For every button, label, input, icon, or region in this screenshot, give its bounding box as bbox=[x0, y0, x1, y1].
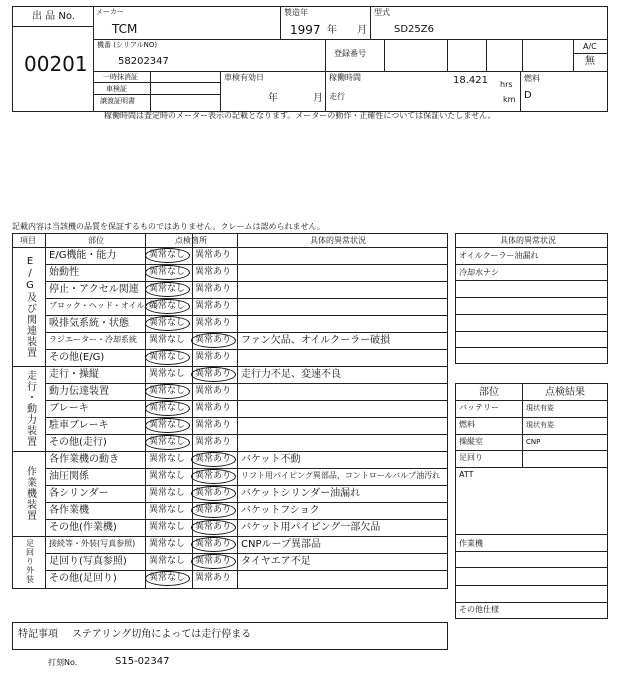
row-part: 接続等・外装(写真参照) bbox=[49, 539, 136, 548]
stamp-value: S15-02347 bbox=[115, 656, 170, 667]
inspection-label: 車検有効日 bbox=[224, 73, 264, 82]
group-label: 作業機装置 bbox=[24, 466, 36, 521]
check-normal: 異常なし bbox=[149, 369, 186, 379]
check-normal: 異常なし bbox=[149, 250, 186, 260]
year-unit: 年 bbox=[327, 25, 337, 36]
check-normal: 異常なし bbox=[149, 437, 186, 447]
row-detail: CNPループ異部品 bbox=[241, 539, 321, 550]
right-detail-line: 冷却水ナシ bbox=[459, 267, 499, 277]
right-col-part: 部位 bbox=[479, 387, 499, 398]
row-part: 吸排気系統・状態 bbox=[49, 318, 129, 329]
stamp-label: 打刻No. bbox=[48, 658, 78, 667]
check-circle bbox=[145, 435, 190, 450]
check-normal: 異常なし bbox=[149, 352, 186, 362]
check-normal: 異常なし bbox=[149, 403, 186, 413]
check-abnormal: 異常あり bbox=[195, 471, 232, 481]
serial-label: 機番 (シリアルNO) bbox=[97, 41, 158, 49]
result-value: 現状有姿 bbox=[526, 421, 554, 429]
check-normal: 異常なし bbox=[149, 318, 186, 328]
row-part: 油圧関係 bbox=[49, 471, 89, 482]
month-unit: 月 bbox=[357, 25, 367, 36]
row-part: E/G機能・能力 bbox=[49, 250, 117, 261]
check-abnormal: 異常あり bbox=[195, 267, 232, 277]
check-abnormal: 異常あり bbox=[195, 488, 232, 498]
maker-value: TCM bbox=[112, 22, 138, 36]
result-value: CNP bbox=[526, 438, 541, 446]
check-normal: 異常なし bbox=[149, 335, 186, 345]
lot-no: 00201 bbox=[24, 52, 88, 76]
vehicle-cert-label: 車検証 bbox=[106, 85, 127, 93]
check-abnormal: 異常あり bbox=[195, 335, 232, 345]
row-part: その他(足回り) bbox=[49, 573, 117, 584]
row-detail: タイヤエア不足 bbox=[241, 556, 311, 567]
right-detail-line: オイルクーラー油漏れ bbox=[459, 251, 539, 260]
check-circle bbox=[145, 316, 190, 331]
run-label: 走行 bbox=[329, 92, 345, 101]
hours-value: 18.421 bbox=[453, 75, 488, 86]
check-abnormal: 異常あり bbox=[195, 301, 232, 311]
fuel-label: 燃料 bbox=[524, 74, 540, 83]
check-abnormal: 異常あり bbox=[195, 505, 232, 515]
inspection-year: 年 bbox=[268, 93, 278, 104]
result-value: 現状有姿 bbox=[526, 404, 554, 412]
result-part: バッテリー bbox=[459, 403, 499, 412]
model-value: SD25Z6 bbox=[394, 24, 434, 35]
check-normal: 異常なし bbox=[149, 386, 186, 396]
row-part: 駐車ブレーキ bbox=[49, 420, 109, 431]
row-detail: 走行力不足、変速不良 bbox=[241, 369, 341, 380]
inspection-month: 月 bbox=[313, 93, 323, 104]
row-detail: リフト用パイピング異部品、コントロールバルブ油汚れ bbox=[241, 471, 441, 480]
row-part: 始動性 bbox=[49, 267, 79, 278]
check-normal: 異常なし bbox=[149, 267, 186, 277]
special-text: ステアリング切角によっては走行停まる bbox=[72, 629, 252, 640]
check-abnormal: 異常あり bbox=[195, 403, 232, 413]
row-part: その他(作業機) bbox=[49, 522, 117, 533]
right-result-box bbox=[455, 383, 608, 619]
check-circle bbox=[145, 401, 190, 416]
col-item: 項目 bbox=[20, 236, 36, 245]
check-circle bbox=[145, 384, 190, 399]
row-part: 動力伝達装置 bbox=[49, 386, 109, 397]
check-normal: 異常なし bbox=[149, 301, 186, 311]
check-normal: 異常なし bbox=[149, 284, 186, 294]
km-unit: km bbox=[503, 95, 516, 104]
special-label: 特記事項 bbox=[18, 629, 58, 640]
check-normal: 異常なし bbox=[149, 522, 186, 532]
right-detail-title: 具体的異常状況 bbox=[500, 236, 556, 245]
check-abnormal: 異常あり bbox=[195, 454, 232, 464]
check-circle bbox=[145, 265, 190, 280]
check-circle bbox=[145, 350, 190, 365]
check-abnormal: 異常あり bbox=[195, 573, 232, 583]
result-part: 燃料 bbox=[459, 420, 475, 429]
hours-label: 稼働時間 bbox=[329, 73, 361, 82]
check-abnormal: 異常あり bbox=[195, 522, 232, 532]
col-check: 点検箇所 bbox=[175, 236, 207, 245]
check-abnormal: 異常あり bbox=[195, 539, 232, 549]
row-detail: バケットシリンダー油漏れ bbox=[241, 488, 361, 499]
row-detail: バケット用パイピング一部欠品 bbox=[241, 522, 381, 533]
group-label: E/G及び関連装置 bbox=[24, 255, 36, 358]
check-abnormal: 異常あり bbox=[195, 318, 232, 328]
temp-cert-label: 一時抹消証 bbox=[103, 73, 138, 81]
check-circle bbox=[191, 333, 236, 348]
col-part: 部位 bbox=[88, 236, 104, 245]
row-part: ブレーキ bbox=[49, 403, 89, 414]
transfer-cert-label: 譲渡証明書 bbox=[100, 97, 135, 105]
serial-value: 58202347 bbox=[118, 56, 169, 67]
lot-no-label: 出 品 No. bbox=[32, 11, 75, 22]
row-part: その他(走行) bbox=[49, 437, 107, 448]
check-circle bbox=[191, 537, 236, 552]
check-circle bbox=[191, 486, 236, 501]
check-circle bbox=[145, 282, 190, 297]
check-circle bbox=[191, 367, 236, 382]
check-normal: 異常なし bbox=[149, 488, 186, 498]
group-label: 足回り外装 bbox=[25, 539, 35, 584]
check-normal: 異常なし bbox=[149, 573, 186, 583]
check-abnormal: 異常あり bbox=[195, 556, 232, 566]
check-abnormal: 異常あり bbox=[195, 369, 232, 379]
row-part: ラジエーター・冷却系統 bbox=[49, 335, 137, 344]
row-part: 各作業機 bbox=[49, 505, 89, 516]
row-detail: バケット不動 bbox=[241, 454, 301, 465]
year-value: 1997 bbox=[290, 23, 321, 37]
check-abnormal: 異常あり bbox=[195, 284, 232, 294]
result-part: 作業機 bbox=[459, 539, 483, 548]
header-note: 稼働時間は査定時のメーター表示の記載となります。メーターの動作・正確性については保証いたしません。 bbox=[104, 111, 496, 120]
hours-unit: hrs bbox=[500, 80, 513, 89]
check-abnormal: 異常あり bbox=[195, 250, 232, 260]
check-circle bbox=[191, 503, 236, 518]
result-part: その他仕様 bbox=[459, 605, 499, 614]
disclaimer: 記載内容は当該機の品質を保証するものではありません。クレームは認められません。 bbox=[12, 222, 325, 231]
check-circle bbox=[191, 469, 236, 484]
check-circle bbox=[145, 571, 190, 586]
check-circle bbox=[191, 452, 236, 467]
row-part: 足回り(写真参照) bbox=[49, 556, 127, 567]
result-part: 操縦室 bbox=[459, 437, 483, 446]
ac-label: A/C bbox=[583, 42, 597, 51]
check-normal: 異常なし bbox=[149, 420, 186, 430]
row-part: ブロック・ヘッド・オイルパン bbox=[49, 301, 160, 310]
check-abnormal: 異常あり bbox=[195, 420, 232, 430]
check-normal: 異常なし bbox=[149, 454, 186, 464]
fuel-value: D bbox=[524, 90, 532, 101]
result-part: 足回り bbox=[459, 453, 483, 462]
check-abnormal: 異常あり bbox=[195, 386, 232, 396]
reg-label: 登録番号 bbox=[334, 49, 366, 58]
maker-label: メーカー bbox=[96, 8, 124, 16]
row-detail: ファン欠品、オイルクーラー破損 bbox=[241, 335, 391, 346]
row-part: 各シリンダー bbox=[49, 488, 109, 499]
result-part: ATT bbox=[459, 470, 474, 479]
col-detail: 具体的異常状況 bbox=[310, 236, 366, 245]
row-part: その他(E/G) bbox=[49, 352, 105, 363]
row-detail: バケットフショク bbox=[241, 505, 320, 516]
year-label: 製造年 bbox=[284, 8, 308, 17]
right-col-result: 点検結果 bbox=[545, 387, 585, 398]
check-normal: 異常なし bbox=[149, 556, 186, 566]
check-circle bbox=[145, 248, 190, 263]
check-circle bbox=[191, 520, 236, 535]
check-abnormal: 異常あり bbox=[195, 437, 232, 447]
check-circle bbox=[191, 554, 236, 569]
check-normal: 異常なし bbox=[149, 505, 186, 515]
group-label: 走行・動力装置 bbox=[24, 370, 36, 447]
check-circle bbox=[145, 418, 190, 433]
row-part: 各作業機の動き bbox=[49, 454, 119, 465]
ac-value: 無 bbox=[585, 56, 595, 67]
row-part: 走行・操縦 bbox=[49, 369, 99, 380]
check-normal: 異常なし bbox=[149, 471, 186, 481]
check-abnormal: 異常あり bbox=[195, 352, 232, 362]
check-circle bbox=[145, 299, 190, 314]
check-normal: 異常なし bbox=[149, 539, 186, 549]
row-part: 停止・アクセル関連 bbox=[49, 284, 139, 295]
model-label: 型式 bbox=[374, 8, 390, 17]
